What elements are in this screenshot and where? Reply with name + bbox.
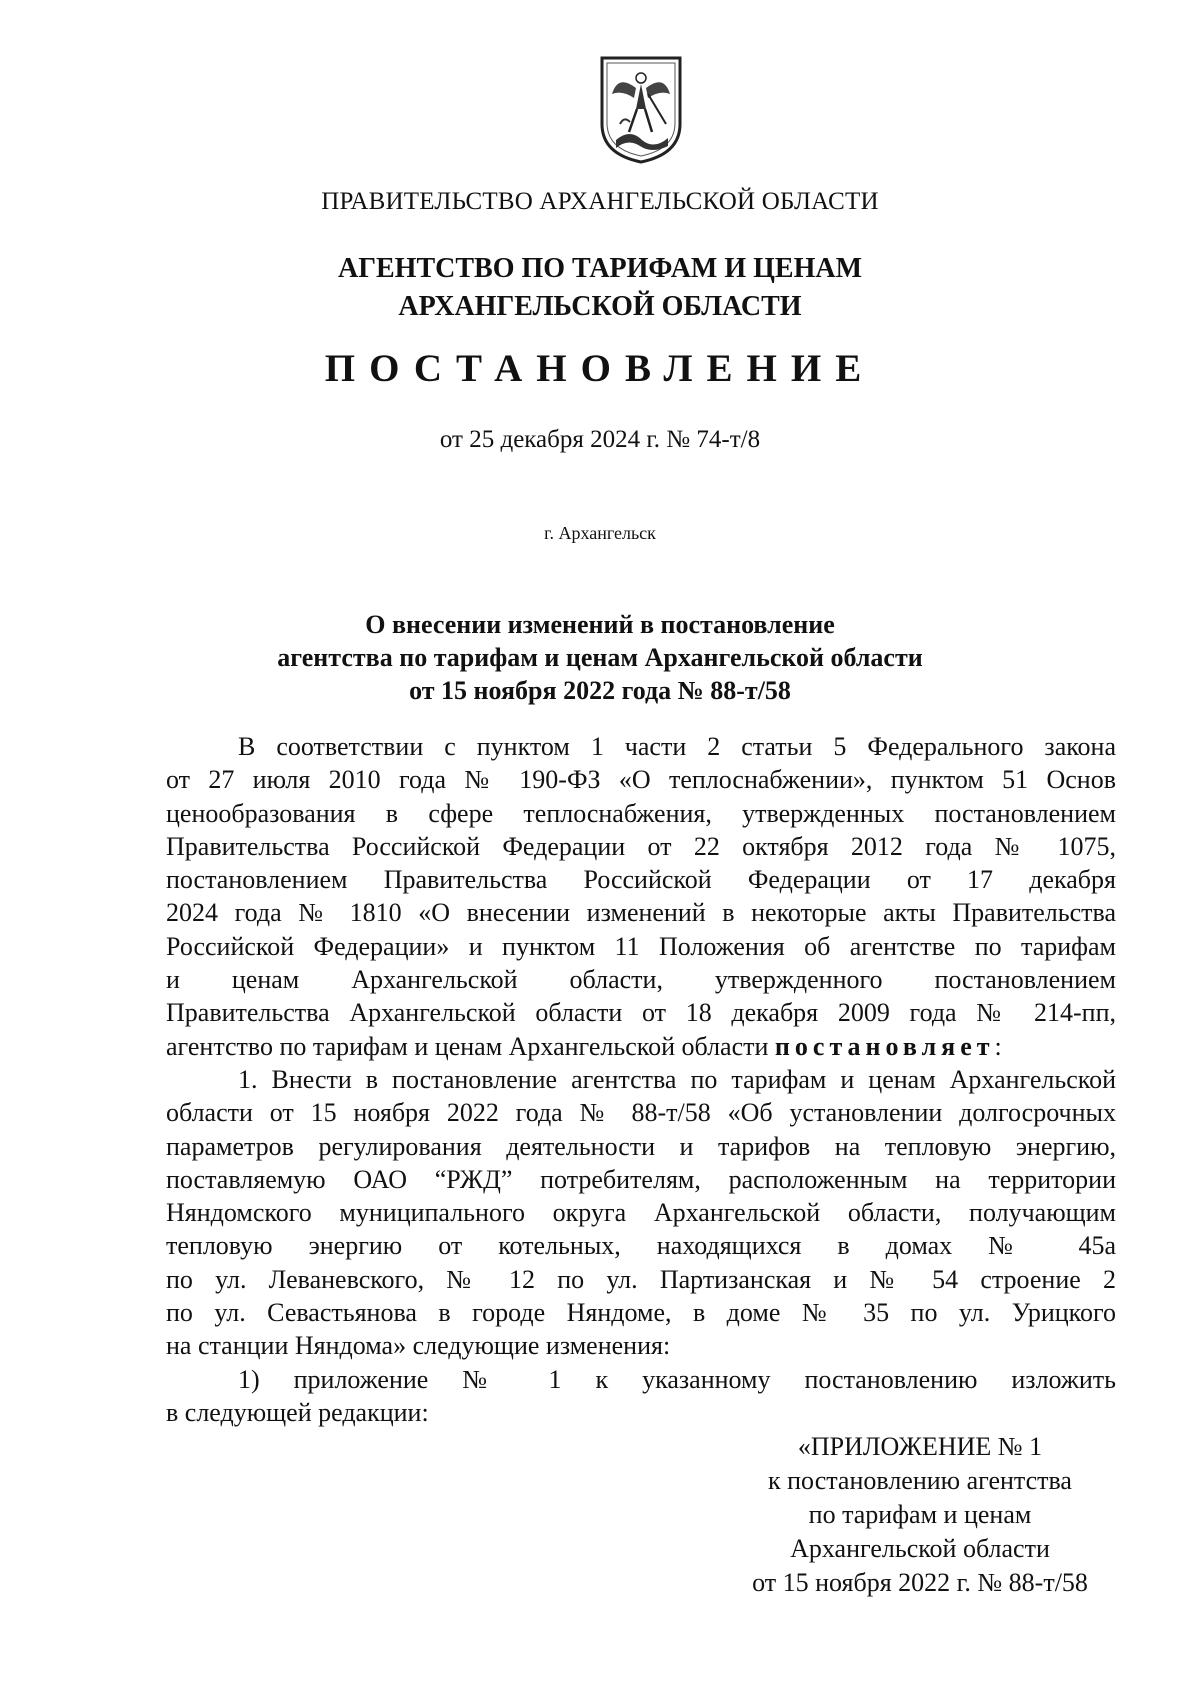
body-line: В соответствии с пунктом 1 части 2 статьи 5 Федерального закона [238, 732, 1116, 761]
appendix-line: Архангельской области [790, 1534, 1050, 1563]
subject-line: О внесении изменений в постановление [365, 610, 835, 639]
body-line: Российской Федерации» и пунктом 11 Положения об агентстве по тарифам [166, 931, 1116, 961]
body-line: от 27 июля 2010 года № 190-ФЗ «О теплоснабжении», пунктом 51 Основ [166, 765, 1116, 795]
body-line: Няндомского муниципального округа Архангельской области, получающим [166, 1198, 1116, 1228]
body-line: постановлением Правительства Российской Федерации от 17 декабря [166, 865, 1116, 895]
government-name: ПРАВИТЕЛЬСТВО АРХАНГЕЛЬСКОЙ ОБЛАСТИ [321, 188, 879, 215]
body-line: по ул. Леваневского, № 12 по ул. Партизанская и № 54 строение 2 [166, 1264, 1116, 1294]
coat-of-arms-icon [596, 54, 686, 166]
document-type: ПОСТАНОВЛЕНИЕ [324, 347, 876, 390]
body-line: Правительства Российской Федерации от 22 октября 2012 года № 1075, [166, 831, 1116, 861]
body-line: в следующей редакции: [166, 1397, 429, 1427]
body-line: поставляемую ОАО “РЖД” потребителям, расположенным на территории [166, 1164, 1116, 1194]
body-line: области от 15 ноября 2022 года № 88-т/58 «Об установлении долгосрочных [166, 1098, 1116, 1128]
body-line: тепловую энергию от котельных, находящихся в домах № 45а [166, 1231, 1116, 1261]
agency-name-line: АГЕНТСТВО ПО ТАРИФАМ И ЦЕНАМ [337, 253, 863, 284]
resolution-word: постановляет [774, 1031, 995, 1061]
body-line: на станции Няндома» следующие изменения: [166, 1331, 671, 1361]
appendix-line: от 15 ноября 2022 г. № 88-т/58 [752, 1568, 1088, 1597]
body-line: и ценам Архангельской области, утвержденного постановлением [166, 965, 1116, 995]
body-line: параметров регулирования деятельности и тарифов на тепловую энергию, [166, 1131, 1116, 1161]
body-line: ценообразования в сфере теплоснабжения, утвержденных постановлением [166, 798, 1116, 828]
body-line: 2024 года № 1810 «О внесении изменений в некоторые акты Правительства [166, 898, 1116, 928]
subject-line: от 15 ноября 2022 года № 88-т/58 [409, 676, 791, 705]
agency-name [0, 250, 1200, 326]
document-date-number: от 25 декабря 2024 г. № 74-т/8 [439, 426, 761, 453]
subject-line: агентства по тарифам и ценам Архангельской области [277, 643, 923, 672]
document-place: г. Архангельск [544, 523, 656, 543]
body-line: по ул. Севастьянова в городе Няндоме, в доме № 35 по ул. Урицкого [166, 1298, 1116, 1328]
body-line: Правительства Архангельской области от 18 декабря 2009 года № 214-пп, [166, 998, 1116, 1028]
agency-name-line: АРХАНГЕЛЬСКОЙ ОБЛАСТИ [398, 291, 802, 322]
appendix-line: «ПРИЛОЖЕНИЕ № 1 [797, 1432, 1043, 1461]
document-body [166, 730, 1116, 1429]
appendix-line: по тарифам и ценам [808, 1500, 1032, 1529]
appendix-line: к постановлению агентства [768, 1466, 1072, 1495]
body-line [166, 1030, 1116, 1063]
body-line: 1. Внести в постановление агентства по тарифам и ценам Архангельской [238, 1064, 1116, 1094]
document-subject [0, 608, 1200, 707]
body-text-fragment: : [994, 1031, 1002, 1061]
body-line: 1) приложение № 1 к указанному постановлению изложить [238, 1364, 1116, 1394]
body-text-fragment: агентство по тарифам и ценам Архангельской области [166, 1031, 769, 1061]
appendix-header [720, 1430, 1120, 1600]
